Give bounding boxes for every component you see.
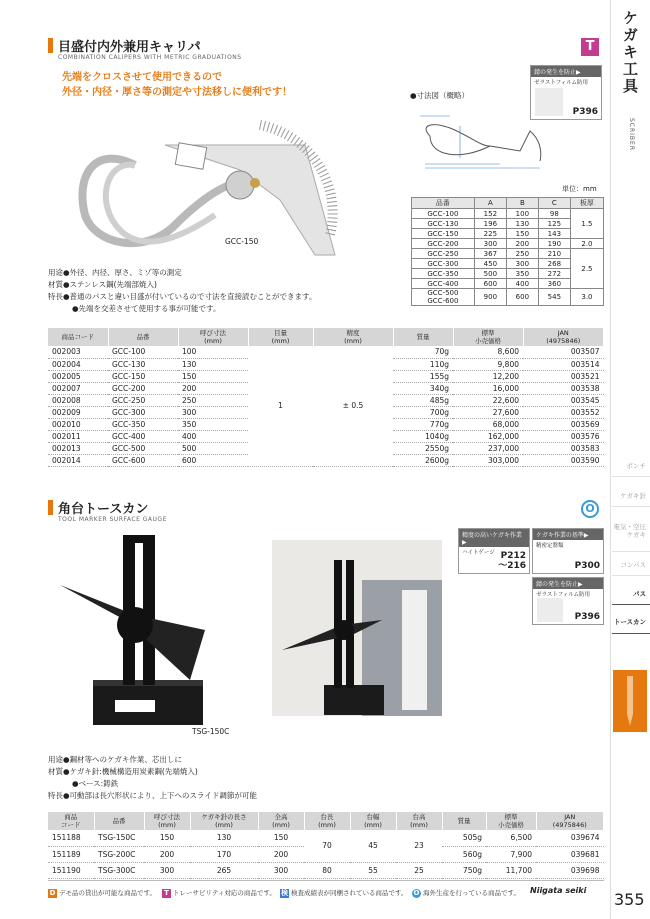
mass: 2550g: [393, 442, 453, 454]
ref-item: ゼラストフィルム防用: [534, 80, 589, 86]
col-header: 呼び寸法 (mm): [144, 812, 190, 830]
ref-item: ゼラストフィルム防用: [536, 592, 591, 598]
section2-title: 角台トースカン: [58, 502, 149, 517]
price: 6,500: [486, 830, 536, 846]
dim-header: B: [506, 198, 538, 209]
col-header: 精度 (mm): [313, 328, 393, 346]
dim-cell: 300: [506, 259, 538, 269]
section1-title: 目盛付内外兼用キャリパ: [58, 40, 201, 55]
table-row: [48, 862, 604, 878]
size: 400: [178, 430, 248, 442]
sidebar-tab-punch[interactable]: ポンチ: [612, 457, 650, 477]
footer-legend-overseas: [412, 888, 520, 898]
footer-divider: [48, 880, 604, 881]
code: 002004: [48, 358, 108, 370]
col-header: 呼び寸法 (mm): [178, 328, 248, 346]
code: 002013: [48, 442, 108, 454]
traceability-icon: T: [162, 889, 171, 898]
sidebar-tab-scriber[interactable]: ケガキ針: [612, 487, 650, 507]
model: GCC-400: [108, 430, 178, 442]
col-header: 品番: [94, 812, 144, 830]
table-row: [48, 346, 604, 358]
dim-cell: GCC-100: [412, 209, 475, 219]
jan: 003507: [523, 346, 604, 358]
dim-cell: 500: [474, 269, 506, 279]
needle-length: 130: [190, 830, 258, 846]
model: GCC-300: [108, 406, 178, 418]
rust-prevention-ref-2[interactable]: [532, 577, 604, 625]
col-header: 品番: [108, 328, 178, 346]
model: GCC-500: [108, 442, 178, 454]
mass: 2600g: [393, 454, 453, 466]
size: 100: [178, 346, 248, 358]
mass: 485g: [393, 394, 453, 406]
traceability-icon: T: [581, 38, 599, 56]
model: GCC-350: [108, 418, 178, 430]
dim-cell: GCC-500 GCC-600: [412, 289, 475, 306]
surface-plate-ref[interactable]: [532, 528, 604, 574]
dim-header: 品番: [412, 198, 475, 209]
size: 200: [178, 382, 248, 394]
dim-cell: 250: [506, 249, 538, 259]
code: 002009: [48, 406, 108, 418]
sidebar-tab-compass[interactable]: コンパス: [612, 556, 650, 576]
jan: 003538: [523, 382, 604, 394]
unit-label: 単位：mm: [562, 185, 597, 193]
sidebar-tab-pass[interactable]: パス: [612, 585, 650, 605]
overseas-icon: O: [413, 888, 420, 897]
section2-subtitle: TOOL MARKER SURFACE GAUGE: [58, 516, 167, 523]
model: TSG-200C: [94, 846, 144, 862]
col-header: 商品 コード: [48, 812, 94, 830]
dim-cell: GCC-200: [412, 239, 475, 249]
dim-cell: 350: [506, 269, 538, 279]
dim-cell: 152: [474, 209, 506, 219]
dim-header: A: [474, 198, 506, 209]
sidebar-product-thumb: [613, 670, 647, 732]
total-height: 300: [258, 862, 304, 878]
jan: 003514: [523, 358, 604, 370]
catch-line-1: 先端をクロスさせて使用できるので: [62, 72, 222, 83]
s2-spec-material2: ●ベース:鋳鉄: [72, 779, 119, 788]
demo-icon: D: [49, 888, 56, 897]
total-height: 200: [258, 846, 304, 862]
size: 130: [178, 358, 248, 370]
footer-legend-trace: [162, 888, 276, 898]
ref-head: 精度の高いケガキ作業▶: [459, 529, 529, 547]
dim-cell: 143: [538, 229, 570, 239]
dim-cell: 900: [474, 289, 506, 306]
needle-length: 265: [190, 862, 258, 878]
dim-cell: 600: [474, 279, 506, 289]
price: 7,900: [486, 846, 536, 862]
dim-cell: 450: [474, 259, 506, 269]
size: 500: [178, 442, 248, 454]
mass: 110g: [393, 358, 453, 370]
s1-spec-material: 材質●ステンレス鋼(先端部焼入): [48, 280, 157, 289]
size: 350: [178, 418, 248, 430]
size: 150: [178, 370, 248, 382]
s2-product-table: [48, 812, 604, 879]
mass: 1040g: [393, 430, 453, 442]
price: 11,700: [486, 862, 536, 878]
price: 303,000: [453, 454, 523, 466]
jan: 003583: [523, 442, 604, 454]
section-bar: [48, 500, 53, 515]
mass: 770g: [393, 418, 453, 430]
jan: 039698: [536, 862, 604, 878]
footer-legend-demo: [48, 888, 156, 898]
mass: 750g: [442, 862, 486, 878]
film-image: [537, 598, 563, 622]
dim-thick: 3.0: [570, 289, 603, 306]
s1-spec-feature2: ●先端を交差させて使用する事が可能です。: [72, 304, 221, 313]
dim-cell: 272: [538, 269, 570, 279]
col-header: JAN (4975846): [523, 328, 604, 346]
col-header: 全高 (mm): [258, 812, 304, 830]
footer-text: トレーサビリティ対応の商品です。: [173, 889, 276, 897]
page-number: 355: [614, 890, 645, 909]
size: 200: [144, 846, 190, 862]
model: GCC-200: [108, 382, 178, 394]
accuracy-merged: ± 0.5: [313, 346, 393, 466]
dim-cell: 600: [506, 289, 538, 306]
dim-cell: GCC-130: [412, 219, 475, 229]
dim-cell: GCC-300: [412, 259, 475, 269]
dimension-drawing: [410, 106, 605, 178]
needle-length: 170: [190, 846, 258, 862]
base-height: 25: [396, 862, 442, 878]
ref-head: 錆の発生を防止▶: [533, 578, 603, 589]
code: 002014: [48, 454, 108, 466]
base-width-merged: 45: [350, 830, 396, 862]
price: 27,600: [453, 406, 523, 418]
dim-cell: 125: [538, 219, 570, 229]
ref-item: 精密定盤類: [536, 543, 564, 549]
mass: 70g: [393, 346, 453, 358]
brand-logo: Niigata seiki: [530, 886, 587, 895]
col-header: 台高 (mm): [396, 812, 442, 830]
model: GCC-100: [108, 346, 178, 358]
s2-spec-usage: 用途●鋼材等へのケガキ作業、芯出しに: [48, 755, 182, 764]
size: 300: [178, 406, 248, 418]
ref-page[interactable]: P300: [574, 561, 600, 571]
mass: 155g: [393, 370, 453, 382]
jan: 039674: [536, 830, 604, 846]
dim-cell: 210: [538, 249, 570, 259]
dim-cell: 100: [506, 209, 538, 219]
price: 22,600: [453, 394, 523, 406]
dim-cell: GCC-350: [412, 269, 475, 279]
footer-text: 検査成績表が同梱されている商品です。: [291, 889, 408, 897]
inspection-icon: 検: [281, 888, 288, 897]
code: 002011: [48, 430, 108, 442]
dim-cell: GCC-150: [412, 229, 475, 239]
sidebar-tab-surface-gauge[interactable]: トースカン: [612, 612, 650, 634]
col-header: 商品コード: [48, 328, 108, 346]
s1-spec-feature: 特長●普通のパスと違い目盛が付いているので寸法を直接読むことができます。: [48, 292, 317, 301]
dim-cell: 190: [538, 239, 570, 249]
dim-header: 板厚: [570, 198, 603, 209]
col-header: 目量 (mm): [248, 328, 313, 346]
overseas-production-icon: O: [581, 500, 599, 518]
table-row: [48, 830, 604, 846]
mass: 505g: [442, 830, 486, 846]
dim-cell: 200: [506, 239, 538, 249]
catch-line-2: 外径・内径・厚さ等の測定や寸法移しに便利です！: [62, 87, 292, 98]
dim-cell: 400: [506, 279, 538, 289]
col-header: ケガキ針の長さ (mm): [190, 812, 258, 830]
jan: 003521: [523, 370, 604, 382]
jan: 003576: [523, 430, 604, 442]
code: 002007: [48, 382, 108, 394]
jan: 003552: [523, 406, 604, 418]
base-length-merged: 70: [304, 830, 350, 862]
footer-text: デモ品の貸出が可能な商品です。: [59, 889, 156, 897]
s2-spec-feature: 特長●可動部は長穴形状により、上下へのスライド調節が可能: [48, 791, 257, 800]
dim-cell: 300: [474, 239, 506, 249]
code: 002008: [48, 394, 108, 406]
dim-cell: 545: [538, 289, 570, 306]
ref-page[interactable]: P212 〜216: [498, 551, 526, 571]
dim-cell: 98: [538, 209, 570, 219]
code: 002003: [48, 346, 108, 358]
footer-text: 海外生産を行っている商品です。: [423, 889, 520, 897]
height-gauge-ref[interactable]: [458, 528, 530, 574]
surface-gauge-photo: [55, 530, 235, 740]
dim-thick: 2.5: [570, 249, 603, 289]
category-subtitle: SCRIBER: [628, 118, 635, 152]
dim-header: C: [538, 198, 570, 209]
model: TSG-150C: [94, 830, 144, 846]
dim-thick: 2.0: [570, 239, 603, 249]
col-header: 台幅 (mm): [350, 812, 396, 830]
price: 8,600: [453, 346, 523, 358]
model: GCC-250: [108, 394, 178, 406]
footer-legend-inspection: [280, 888, 407, 898]
dim-cell: 150: [506, 229, 538, 239]
dim-cell: 360: [538, 279, 570, 289]
ref-head: 錆の発生を防止▶: [531, 66, 601, 77]
dim-cell: 196: [474, 219, 506, 229]
ref-page[interactable]: P396: [572, 107, 598, 117]
dim-cell: GCC-250: [412, 249, 475, 259]
price: 16,000: [453, 382, 523, 394]
sidebar-tab-electric[interactable]: 電気・空圧ケガキ: [612, 512, 650, 552]
model: TSG-300C: [94, 862, 144, 878]
price: 162,000: [453, 430, 523, 442]
caliper-photo-label: GCC-150: [225, 237, 259, 246]
caliper-photo: [65, 105, 345, 265]
section-bar: [48, 38, 53, 53]
total-height: 150: [258, 830, 304, 846]
usage-photo: [272, 540, 442, 716]
ref-page[interactable]: P396: [574, 612, 600, 622]
code: 002005: [48, 370, 108, 382]
size: 600: [178, 454, 248, 466]
dim-cell: GCC-400: [412, 279, 475, 289]
price: 68,000: [453, 418, 523, 430]
s1-spec-usage: 用途●外径、内径、厚さ、ミゾ等の測定: [48, 268, 182, 277]
ref-item: ハイトゲージ: [462, 550, 495, 556]
model: GCC-150: [108, 370, 178, 382]
ref-head: ケガキ作業の基準▶: [533, 529, 603, 540]
dim-cell: 130: [506, 219, 538, 229]
jan: 003545: [523, 394, 604, 406]
code: 151188: [48, 830, 94, 846]
base-height-merged: 23: [396, 830, 442, 862]
code: 151189: [48, 846, 94, 862]
price: 9,800: [453, 358, 523, 370]
s2-spec-material: 材質●ケガキ針:機械構造用炭素鋼(先端焼入): [48, 767, 198, 776]
jan: 039681: [536, 846, 604, 862]
model: GCC-600: [108, 454, 178, 466]
jan: 003590: [523, 454, 604, 466]
dim-cell: 225: [474, 229, 506, 239]
dimension-table: [411, 197, 604, 306]
code: 002010: [48, 418, 108, 430]
mass: 340g: [393, 382, 453, 394]
category-title: ケガキ工具: [621, 10, 639, 95]
col-header: 質量: [393, 328, 453, 346]
col-header: 台長 (mm): [304, 812, 350, 830]
col-header: JAN (4975846): [536, 812, 604, 830]
gauge-photo-label: TSG-150C: [192, 727, 230, 736]
price: 12,200: [453, 370, 523, 382]
col-header: 質量: [442, 812, 486, 830]
section1-subtitle: COMBINATION CALIPERS WITH METRIC GRADUATIONS: [58, 54, 242, 61]
scale-merged: 1: [248, 346, 313, 466]
price: 237,000: [453, 442, 523, 454]
col-header: 標準 小売価格: [453, 328, 523, 346]
base-length: 80: [304, 862, 350, 878]
dim-cell: 367: [474, 249, 506, 259]
size: 150: [144, 830, 190, 846]
mass: 560g: [442, 846, 486, 862]
dim-cell: 268: [538, 259, 570, 269]
code: 151190: [48, 862, 94, 878]
model: GCC-130: [108, 358, 178, 370]
size: 250: [178, 394, 248, 406]
size: 300: [144, 862, 190, 878]
s1-product-table: [48, 328, 604, 467]
mass: 700g: [393, 406, 453, 418]
dimension-title: ●寸法図（概略）: [410, 91, 470, 100]
base-width: 55: [350, 862, 396, 878]
jan: 003569: [523, 418, 604, 430]
dim-thick: 1.5: [570, 209, 603, 239]
col-header: 標準 小売価格: [486, 812, 536, 830]
